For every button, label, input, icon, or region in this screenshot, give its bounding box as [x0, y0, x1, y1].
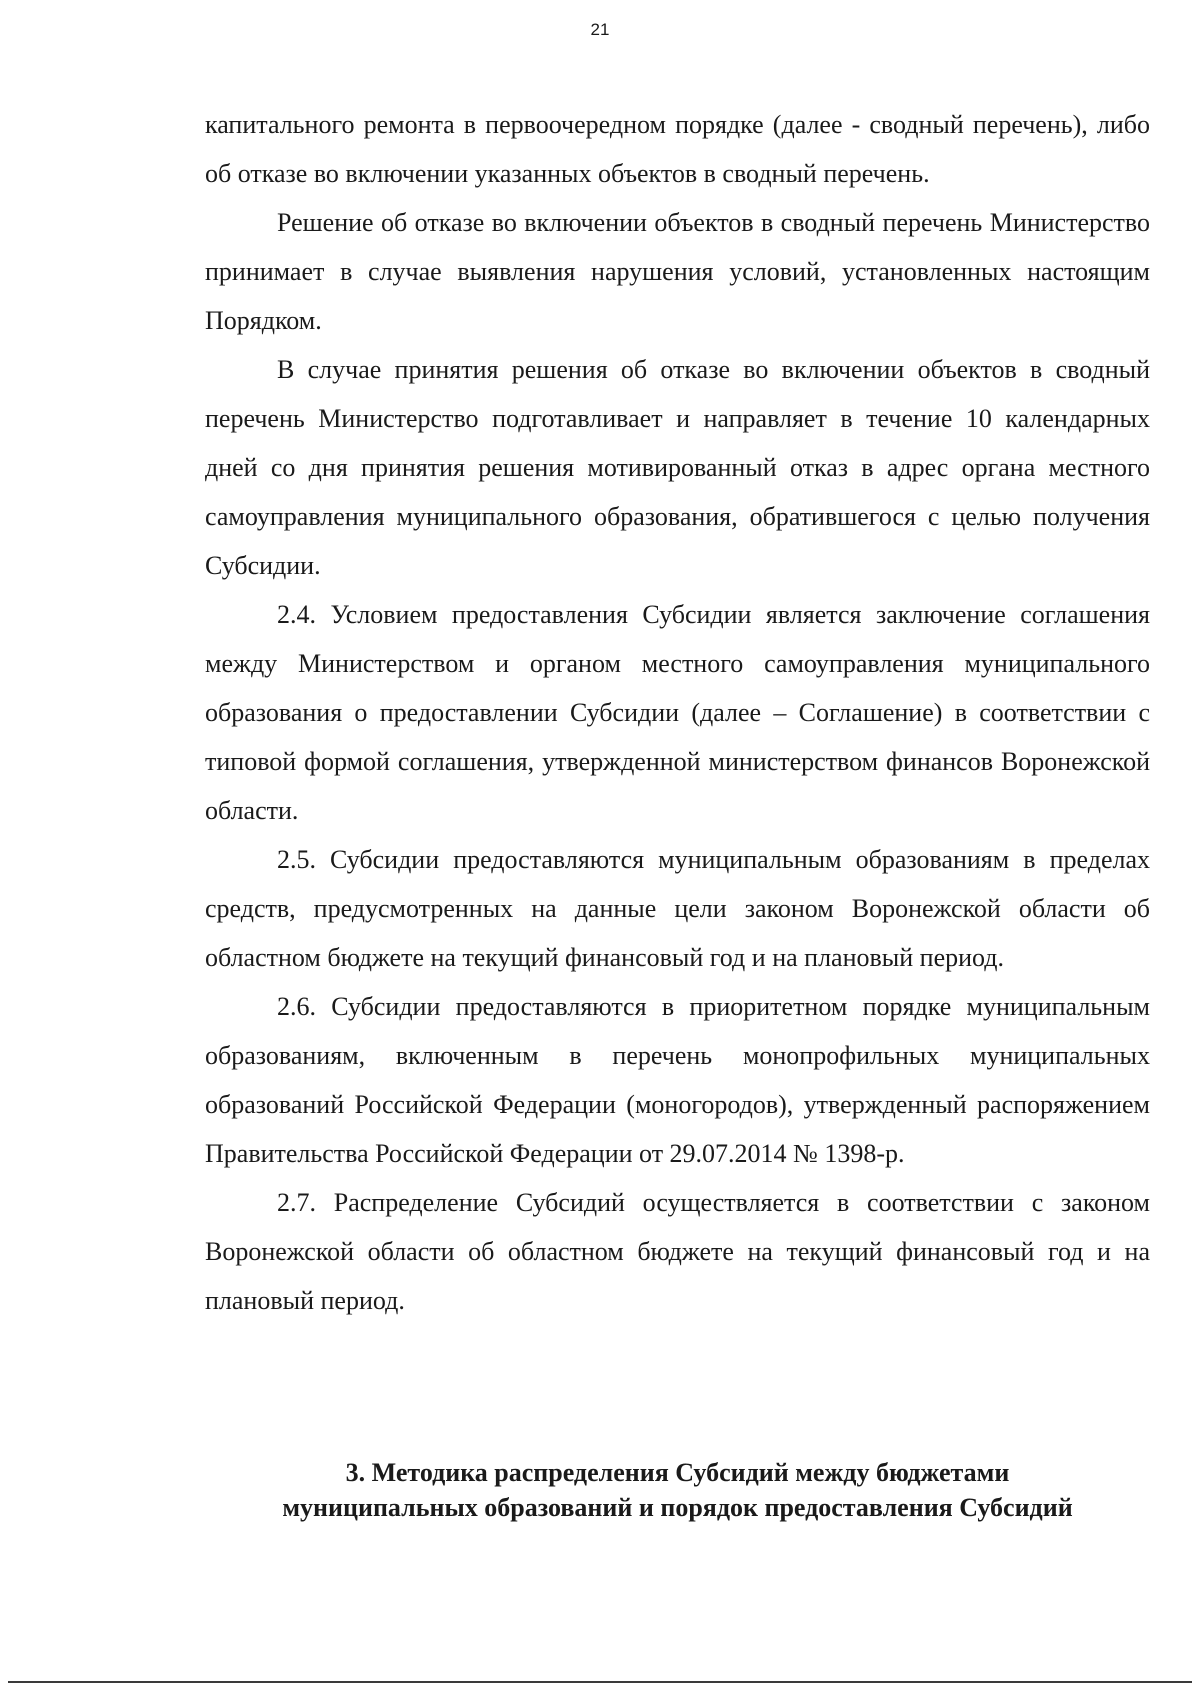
page-number: 21 — [590, 20, 610, 39]
section-heading — [205, 1455, 1150, 1525]
paragraph-refusal-decision: Решение об отказе во включении объектов в сводный перечень Министерство принимает в случае выявления нарушения условий, установленных настоящим Порядком. — [205, 208, 1150, 335]
document-body — [205, 100, 1150, 1325]
paragraph-2-5: 2.5. Субсидии предоставляются муниципальным образованиям в пределах средств, предусмотренных на данные цели законом Воронежской области об областном бюджете на текущий финансовый год и на плановый период. — [205, 845, 1150, 972]
section-heading-line-2: муниципальных образований и порядок предоставления Субсидий — [282, 1493, 1073, 1522]
paragraph-2-6: 2.6. Субсидии предоставляются в приоритетном порядке муниципальным образованиям, включенным в перечень монопрофильных муниципальных образований Российской Федерации (моногородов), утвержденный распоряжением Правительства Российской Федерации от 29.07.2014 № 1398-р. — [205, 992, 1150, 1168]
paragraph-2-7: 2.7. Распределение Субсидий осуществляется в соответствии с законом Воронежской области об областном бюджете на текущий финансовый год и на плановый период. — [205, 1188, 1150, 1315]
paragraph-continuation: капитального ремонта в первоочередном порядке (далее - сводный перечень), либо об отказе во включении указанных объектов в сводный перечень. — [205, 110, 1150, 188]
section-heading-line-1: 3. Методика распределения Субсидий между бюджетами — [345, 1458, 1010, 1487]
page-bottom-divider — [8, 1681, 1192, 1683]
paragraph-refusal-notice: В случае принятия решения об отказе во включении объектов в сводный перечень Министерство подготавливает и направляет в течение 10 календарных дней со дня принятия решения мотивированный отказ в адрес органа местного самоуправления муниципального образования, обратившегося с целью получения Субсидии. — [205, 355, 1150, 580]
paragraph-2-4: 2.4. Условием предоставления Субсидии является заключение соглашения между Министерством и органом местного самоуправления муниципального образования о предоставлении Субсидии (далее – Соглашение) в соответствии с типовой формой соглашения, утвержденной министерством финансов Воронежской области. — [205, 600, 1150, 825]
